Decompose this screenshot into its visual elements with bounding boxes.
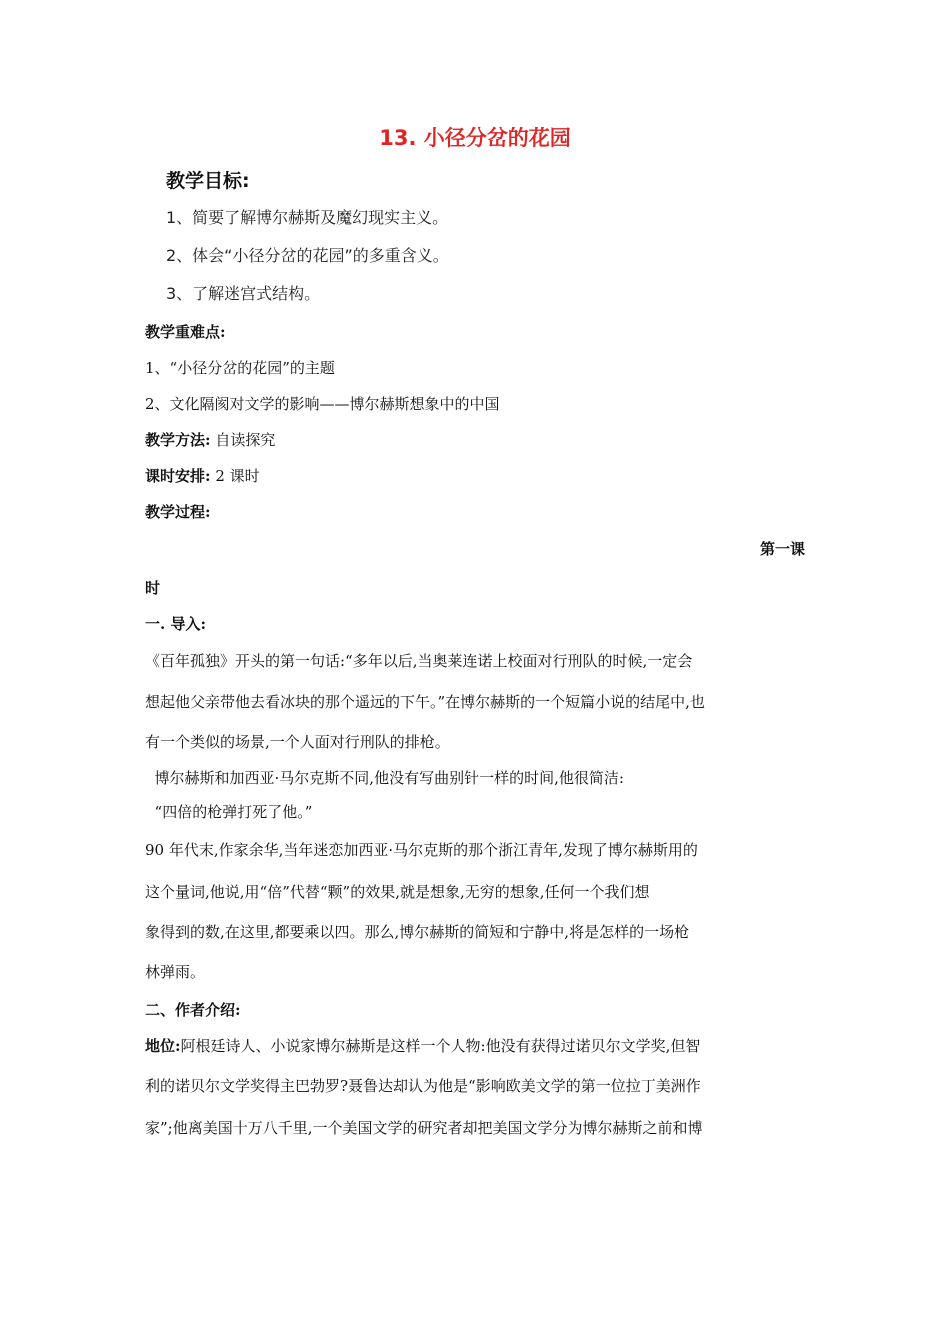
keypoint-item: 1、“小径分岔的花园”的主题 xyxy=(145,359,335,377)
schedule-value: 2 课时 xyxy=(215,467,260,485)
method-value: 自读探究 xyxy=(215,431,276,449)
document-title: 13. 小径分岔的花园 xyxy=(379,126,571,150)
goal-item: 3、了解迷宫式结构。 xyxy=(166,284,321,303)
schedule-line xyxy=(145,466,260,486)
schedule-label: 课时安排: xyxy=(145,467,211,485)
author-text: 阿根廷诗人、小说家博尔赫斯是这样一个人物:他没有获得过诺贝尔文学奖,但智 xyxy=(180,1037,701,1055)
lesson-heading: 第一课 xyxy=(759,540,805,558)
paragraph-line: 《百年孤独》开头的第一句话:“多年以后,当奥莱连诺上校面对行刑队的时候,一定会 xyxy=(145,652,693,670)
paragraph-line: 林弹雨。 xyxy=(145,963,206,981)
keypoint-item: 2、文化隔阂对文学的影响——博尔赫斯想象中的中国 xyxy=(145,395,500,413)
intro-heading: 一. 导入: xyxy=(145,615,206,633)
process-heading: 教学过程: xyxy=(145,503,211,521)
paragraph-line: 象得到的数,在这里,都要乘以四。那么,博尔赫斯的简短和宁静中,将是怎样的一场枪 xyxy=(145,923,690,941)
lesson-heading-wrap: 时 xyxy=(145,579,161,597)
goal-item: 1、简要了解博尔赫斯及魔幻现实主义。 xyxy=(166,208,449,227)
paragraph-line: 90 年代末,作家余华,当年迷恋加西亚·马尔克斯的那个浙江青年,发现了博尔赫斯用的 xyxy=(145,841,698,859)
paragraph-line: 家”;他离美国十万八千里,一个美国文学的研究者却把美国文学分为博尔赫斯之前和博 xyxy=(145,1119,703,1137)
author-label: 地位: xyxy=(145,1037,181,1055)
keypoints-heading: 教学重难点: xyxy=(145,323,226,341)
goals-heading: 教学目标: xyxy=(166,170,250,192)
method-line xyxy=(145,430,275,450)
paragraph-line: 这个量词,他说,用“倍”代替“颗”的效果,就是想象,无穷的想象,任何一个我们想 xyxy=(145,883,650,901)
goal-item: 2、体会“小径分岔的花园”的多重含义。 xyxy=(166,246,449,265)
paragraph-line: 博尔赫斯和加西亚·马尔克斯不同,他没有写曲别针一样的时间,他很简洁: xyxy=(145,769,624,787)
paragraph-line: 利的诺贝尔文学奖得主巴勃罗?聂鲁达却认为他是“影响欧美文学的第一位拉丁美洲作 xyxy=(145,1077,701,1095)
paragraph-line: 有一个类似的场景,一个人面对行刑队的排枪。 xyxy=(145,733,450,751)
method-label: 教学方法: xyxy=(145,431,211,449)
author-line xyxy=(145,1036,700,1056)
paragraph-line: 想起他父亲带他去看冰块的那个遥远的下午。”在博尔赫斯的一个短篇小说的结尾中,也 xyxy=(145,693,705,711)
quote-line: “四倍的枪弹打死了他。” xyxy=(145,803,313,821)
author-heading: 二、作者介绍: xyxy=(145,1001,241,1019)
